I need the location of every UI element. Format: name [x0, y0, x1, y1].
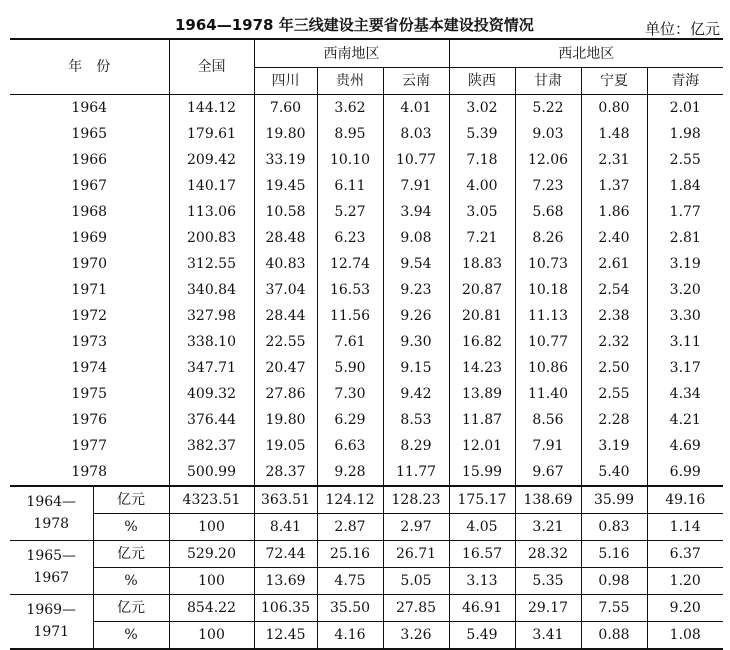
province-value-cell: 1.37: [581, 173, 647, 199]
header-national: 全国: [169, 39, 254, 95]
province-value-cell: 12.74: [317, 251, 383, 277]
province-value-cell: 2.55: [581, 381, 647, 407]
province-value-cell: 8.26: [515, 225, 581, 251]
province-value-cell: 4.00: [449, 173, 515, 199]
province-value-cell: 35.99: [581, 486, 647, 514]
period-label: [10, 541, 93, 595]
province-value-cell: 1.14: [647, 514, 723, 541]
province-value-cell: 3.41: [515, 622, 581, 650]
province-value-cell: 7.30: [317, 381, 383, 407]
year-cell: 1978: [10, 459, 169, 486]
province-value-cell: 2.97: [383, 514, 449, 541]
year-cell: 1974: [71, 360, 108, 376]
province-value-cell: 4.34: [647, 381, 723, 407]
province-value-cell: 9.67: [515, 459, 581, 486]
header-northwest: 西北地区: [449, 39, 723, 68]
header-year: 年 份: [10, 39, 169, 95]
national-value-cell: 409.32: [169, 381, 254, 407]
header-southwest: 西南地区: [254, 39, 449, 68]
period-start: 1965—: [26, 547, 77, 564]
province-value-cell: 7.60: [254, 95, 317, 122]
province-value-cell: 0.80: [581, 95, 647, 122]
province-value-cell: 8.03: [383, 121, 449, 147]
province-value-cell: 6.11: [317, 173, 383, 199]
province-value-cell: 35.50: [317, 595, 383, 622]
province-value-cell: 6.37: [647, 541, 723, 568]
province-value-cell: 12.06: [515, 147, 581, 173]
aggregate-row: [10, 514, 723, 541]
province-value-cell: 175.17: [449, 486, 515, 514]
header-province: 陕西: [449, 68, 515, 95]
year-cell: 1965: [71, 126, 108, 142]
national-value-cell: 113.06: [169, 199, 254, 225]
period-end: 1967: [33, 569, 70, 586]
province-value-cell: 5.40: [581, 459, 647, 486]
province-value-cell: 124.12: [317, 486, 383, 514]
province-value-cell: 3.26: [383, 622, 449, 650]
province-value-cell: 3.19: [581, 433, 647, 459]
province-value-cell: 2.32: [581, 329, 647, 355]
year-cell: 1966: [71, 152, 108, 168]
province-value-cell: 16.53: [317, 277, 383, 303]
header-province: 四川: [254, 68, 317, 95]
province-value-cell: 12.01: [449, 433, 515, 459]
province-value-cell: 3.62: [317, 95, 383, 122]
province-value-cell: 28.44: [254, 303, 317, 329]
aggregate-row: [10, 595, 723, 622]
aggregate-row: [10, 568, 723, 595]
province-value-cell: 4.05: [449, 514, 515, 541]
unit-cell: 亿元: [93, 486, 169, 514]
period-end: 1978: [33, 515, 70, 532]
province-value-cell: 138.69: [515, 486, 581, 514]
header-area: [0, 0, 730, 38]
national-value-cell: 100: [169, 514, 254, 541]
province-value-cell: 40.83: [254, 251, 317, 277]
province-value-cell: 3.17: [647, 355, 723, 381]
province-value-cell: 27.85: [383, 595, 449, 622]
table-row: [10, 433, 723, 459]
province-value-cell: 15.99: [449, 459, 515, 486]
province-value-cell: 9.15: [383, 355, 449, 381]
province-value-cell: 1.86: [581, 199, 647, 225]
investment-table: [10, 38, 723, 650]
table-row: [10, 199, 723, 225]
province-value-cell: 9.20: [647, 595, 723, 622]
table-row: [10, 329, 723, 355]
province-value-cell: 3.21: [515, 514, 581, 541]
province-value-cell: 106.35: [254, 595, 317, 622]
period-label: [10, 486, 93, 541]
table-row: [10, 459, 723, 486]
province-value-cell: 7.23: [515, 173, 581, 199]
header-province: 贵州: [317, 68, 383, 95]
province-value-cell: 0.88: [581, 622, 647, 650]
table-row: [10, 173, 723, 199]
province-value-cell: 6.23: [317, 225, 383, 251]
header-province: 云南: [383, 68, 449, 95]
province-value-cell: 19.45: [254, 173, 317, 199]
unit-label: 单位：亿元: [644, 20, 720, 38]
province-value-cell: 11.87: [449, 407, 515, 433]
table-title: 1964—1978 年三线建设主要省份基本建设投资情况: [175, 16, 534, 34]
national-value-cell: 327.98: [169, 303, 254, 329]
national-value-cell: 209.42: [169, 147, 254, 173]
unit-cell: %: [93, 568, 169, 595]
province-value-cell: 14.23: [449, 355, 515, 381]
province-value-cell: 16.82: [449, 329, 515, 355]
province-value-cell: 28.32: [515, 541, 581, 568]
province-value-cell: 10.18: [515, 277, 581, 303]
national-value-cell: 529.20: [169, 541, 254, 568]
header-province: 宁夏: [581, 68, 647, 95]
year-cell: 1975: [71, 386, 108, 402]
year-cell: 1973: [71, 334, 108, 350]
province-value-cell: 3.05: [449, 199, 515, 225]
province-value-cell: 2.01: [647, 95, 723, 122]
national-value-cell: 500.99: [169, 459, 254, 486]
table-row: [10, 225, 723, 251]
province-value-cell: 28.48: [254, 225, 317, 251]
province-value-cell: 18.83: [449, 251, 515, 277]
province-value-cell: 5.16: [581, 541, 647, 568]
province-value-cell: 20.47: [254, 355, 317, 381]
unit-cell: %: [93, 622, 169, 650]
province-value-cell: 3.20: [647, 277, 723, 303]
year-cell: 1972: [71, 308, 108, 324]
province-value-cell: 25.16: [317, 541, 383, 568]
province-value-cell: 2.87: [317, 514, 383, 541]
table-row: [10, 251, 723, 277]
province-value-cell: 9.42: [383, 381, 449, 407]
province-value-cell: 5.35: [515, 568, 581, 595]
province-value-cell: 2.61: [581, 251, 647, 277]
table-row: [10, 121, 723, 147]
province-value-cell: 2.31: [581, 147, 647, 173]
province-value-cell: 10.10: [317, 147, 383, 173]
province-value-cell: 5.90: [317, 355, 383, 381]
unit-cell: 亿元: [93, 541, 169, 568]
province-value-cell: 3.19: [647, 251, 723, 277]
province-value-cell: 2.81: [647, 225, 723, 251]
province-value-cell: 7.91: [515, 433, 581, 459]
province-value-cell: 46.91: [449, 595, 515, 622]
province-value-cell: 29.17: [515, 595, 581, 622]
national-value-cell: 100: [169, 622, 254, 650]
year-cell: 1976: [71, 412, 108, 428]
province-value-cell: 27.86: [254, 381, 317, 407]
province-value-cell: 8.53: [383, 407, 449, 433]
province-value-cell: 128.23: [383, 486, 449, 514]
province-value-cell: 9.08: [383, 225, 449, 251]
national-value-cell: 382.37: [169, 433, 254, 459]
province-value-cell: 4.01: [383, 95, 449, 122]
period-start: 1969—: [26, 601, 77, 618]
province-value-cell: 9.26: [383, 303, 449, 329]
year-rows: [10, 95, 723, 487]
province-value-cell: 19.05: [254, 433, 317, 459]
province-value-cell: 2.38: [581, 303, 647, 329]
table-row: [10, 95, 723, 122]
province-value-cell: 26.71: [383, 541, 449, 568]
national-value-cell: 347.71: [169, 355, 254, 381]
national-value-cell: 312.55: [169, 251, 254, 277]
province-value-cell: 8.29: [383, 433, 449, 459]
unit-cell: %: [93, 514, 169, 541]
national-value-cell: 100: [169, 568, 254, 595]
province-value-cell: 3.02: [449, 95, 515, 122]
table-row: [10, 277, 723, 303]
province-value-cell: 10.77: [515, 329, 581, 355]
province-value-cell: 3.94: [383, 199, 449, 225]
year-cell: 1970: [71, 256, 108, 272]
province-value-cell: 6.29: [317, 407, 383, 433]
province-value-cell: 1.20: [647, 568, 723, 595]
province-value-cell: 7.61: [317, 329, 383, 355]
national-value-cell: 179.61: [169, 121, 254, 147]
province-value-cell: 2.54: [581, 277, 647, 303]
province-value-cell: 49.16: [647, 486, 723, 514]
province-value-cell: 10.73: [515, 251, 581, 277]
province-value-cell: 11.13: [515, 303, 581, 329]
table-row: [10, 407, 723, 433]
province-value-cell: 9.54: [383, 251, 449, 277]
year-cell: 1968: [71, 204, 108, 220]
aggregate-row: [10, 541, 723, 568]
province-value-cell: 3.11: [647, 329, 723, 355]
province-value-cell: 72.44: [254, 541, 317, 568]
province-value-cell: 7.18: [449, 147, 515, 173]
province-value-cell: 2.40: [581, 225, 647, 251]
province-value-cell: 3.30: [647, 303, 723, 329]
province-value-cell: 8.56: [515, 407, 581, 433]
aggregate-rows: [10, 486, 723, 649]
province-value-cell: 5.49: [449, 622, 515, 650]
year-cell: 1964: [71, 100, 108, 116]
province-value-cell: 13.89: [449, 381, 515, 407]
province-value-cell: 5.27: [317, 199, 383, 225]
province-value-cell: 11.77: [383, 459, 449, 486]
province-value-cell: 10.77: [383, 147, 449, 173]
province-value-cell: 6.63: [317, 433, 383, 459]
province-value-cell: 1.77: [647, 199, 723, 225]
province-value-cell: 37.04: [254, 277, 317, 303]
province-value-cell: 4.21: [647, 407, 723, 433]
province-value-cell: 1.84: [647, 173, 723, 199]
national-value-cell: 376.44: [169, 407, 254, 433]
national-value-cell: 338.10: [169, 329, 254, 355]
province-value-cell: 5.22: [515, 95, 581, 122]
province-value-cell: 10.58: [254, 199, 317, 225]
province-value-cell: 9.03: [515, 121, 581, 147]
table-row: [10, 381, 723, 407]
aggregate-row: [10, 622, 723, 650]
province-value-cell: 8.41: [254, 514, 317, 541]
province-value-cell: 3.13: [449, 568, 515, 595]
header-province: 甘肃: [515, 68, 581, 95]
unit-cell: 亿元: [93, 595, 169, 622]
province-value-cell: 6.99: [647, 459, 723, 486]
province-value-cell: 10.86: [515, 355, 581, 381]
aggregate-row: [10, 486, 723, 514]
province-value-cell: 9.28: [317, 459, 383, 486]
national-value-cell: 140.17: [169, 173, 254, 199]
table-row: [10, 147, 723, 173]
province-value-cell: 19.80: [254, 407, 317, 433]
province-value-cell: 7.91: [383, 173, 449, 199]
year-cell: 1969: [71, 230, 108, 246]
province-value-cell: 9.23: [383, 277, 449, 303]
province-value-cell: 28.37: [254, 459, 317, 486]
province-value-cell: 1.08: [647, 622, 723, 650]
province-value-cell: 7.55: [581, 595, 647, 622]
year-cell: 1971: [71, 282, 108, 298]
national-value-cell: 200.83: [169, 225, 254, 251]
province-value-cell: 1.48: [581, 121, 647, 147]
national-value-cell: 340.84: [169, 277, 254, 303]
province-value-cell: 4.69: [647, 433, 723, 459]
national-value-cell: 4323.51: [169, 486, 254, 514]
period-start: 1964—: [26, 493, 77, 510]
province-value-cell: 13.69: [254, 568, 317, 595]
province-value-cell: 5.05: [383, 568, 449, 595]
province-value-cell: 4.75: [317, 568, 383, 595]
province-value-cell: 20.81: [449, 303, 515, 329]
province-value-cell: 33.19: [254, 147, 317, 173]
national-value-cell: 854.22: [169, 595, 254, 622]
province-value-cell: 5.68: [515, 199, 581, 225]
table-row: [10, 355, 723, 381]
province-value-cell: 5.39: [449, 121, 515, 147]
province-value-cell: 2.28: [581, 407, 647, 433]
province-value-cell: 0.98: [581, 568, 647, 595]
table-row: [10, 303, 723, 329]
period-end: 1971: [33, 623, 70, 640]
province-value-cell: 11.40: [515, 381, 581, 407]
province-value-cell: 2.55: [647, 147, 723, 173]
province-value-cell: 2.50: [581, 355, 647, 381]
national-value-cell: 144.12: [169, 95, 254, 122]
province-value-cell: 0.83: [581, 514, 647, 541]
province-value-cell: 20.87: [449, 277, 515, 303]
province-value-cell: 16.57: [449, 541, 515, 568]
province-value-cell: 8.95: [317, 121, 383, 147]
year-cell: 1967: [71, 178, 108, 194]
header-province: 青海: [647, 68, 723, 95]
province-value-cell: 4.16: [317, 622, 383, 650]
province-value-cell: 9.30: [383, 329, 449, 355]
province-value-cell: 19.80: [254, 121, 317, 147]
province-value-cell: 22.55: [254, 329, 317, 355]
province-value-cell: 12.45: [254, 622, 317, 650]
province-value-cell: 363.51: [254, 486, 317, 514]
year-cell: 1977: [71, 438, 108, 454]
province-value-cell: 11.56: [317, 303, 383, 329]
province-value-cell: 1.98: [647, 121, 723, 147]
province-value-cell: 7.21: [449, 225, 515, 251]
